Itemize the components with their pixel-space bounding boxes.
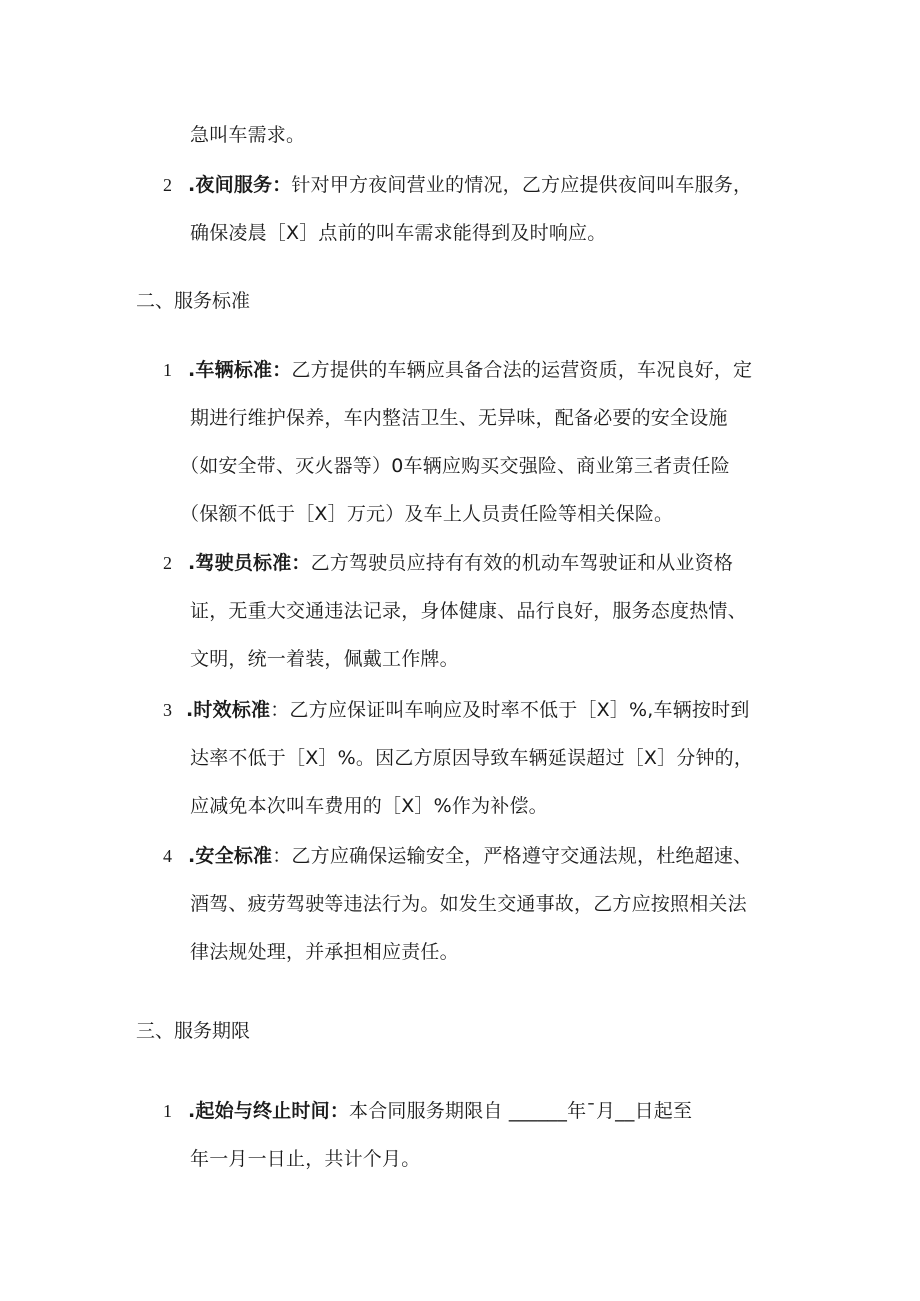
item-text: 乙方驾驶员应持有有效的机动车驾驶证和从业资格 bbox=[310, 552, 734, 574]
paragraph-line: 文明，统一着装，佩戴工作牌。 bbox=[190, 648, 459, 670]
list-item-vehicle-standard bbox=[188, 356, 752, 384]
paragraph-line: 证，无重大交通违法记录，身体健康、品行良好，服务态度热情、 bbox=[190, 600, 747, 622]
item-title: .驾驶员标准： bbox=[188, 552, 311, 574]
paragraph-line: 律法规处理，并承担相应责任。 bbox=[190, 941, 459, 963]
item-title: .起始与终止时间： bbox=[188, 1100, 350, 1122]
item-text: 乙方提供的车辆应具备合法的运营资质，车况良好，定 bbox=[291, 359, 753, 381]
item-title: .车辆标准： bbox=[188, 359, 292, 381]
item-text: 本合同服务期限自 ______年ˉ月__日起至 bbox=[349, 1100, 693, 1122]
list-item-driver-standard bbox=[188, 549, 733, 577]
item-text: ：乙方应确保运输安全，严格遵守交通法规，杜绝超速、 bbox=[272, 845, 753, 867]
paragraph-line: 确保凌晨［X］点前的叫车需求能得到及时响应。 bbox=[190, 222, 607, 244]
section-heading: 三、服务期限 bbox=[136, 1020, 251, 1042]
paragraph-line: 达率不低于［X］%。因乙方原因导致车辆延误超过［X］分钟的， bbox=[190, 747, 754, 769]
list-item-safety-standard bbox=[188, 842, 752, 870]
list-number: 3 bbox=[163, 700, 172, 720]
list-item-timeliness-standard bbox=[186, 696, 750, 724]
paragraph-line: 急叫车需求。 bbox=[190, 124, 306, 146]
list-number: 2 bbox=[163, 553, 172, 573]
item-text: ：乙方应保证叫车响应及时率不低于［X］%,车辆按时到 bbox=[270, 699, 750, 721]
item-text: 针对甲方夜间营业的情况，乙方应提供夜间叫车服务， bbox=[291, 174, 753, 196]
item-title: .安全标准 bbox=[188, 845, 273, 867]
paragraph-line: 酒驾、疲劳驾驶等违法行为。如发生交通事故，乙方应按照相关法 bbox=[190, 893, 747, 915]
item-title: .夜间服务： bbox=[188, 174, 292, 196]
list-number: 1 bbox=[163, 360, 172, 380]
paragraph-line: （保额不低于［X］万元）及车上人员责任险等相关保险。 bbox=[180, 503, 674, 525]
section-heading: 二、服务标准 bbox=[136, 290, 251, 312]
list-item-start-end-time bbox=[188, 1097, 692, 1125]
list-number: 2 bbox=[163, 175, 172, 195]
list-number: 4 bbox=[163, 846, 172, 866]
paragraph-line: 期进行维护保养，车内整洁卫生、无异味，配备必要的安全设施 bbox=[190, 407, 728, 429]
paragraph-line: 年一月一日止，共计个月。 bbox=[190, 1148, 421, 1170]
list-item-night-service bbox=[188, 171, 752, 199]
item-title: .时效标准 bbox=[186, 699, 271, 721]
paragraph-line: 应减免本次叫车费用的［X］%作为补偿。 bbox=[190, 795, 548, 817]
list-number: 1 bbox=[163, 1101, 172, 1121]
paragraph-line: （如安全带、灭火器等）0车辆应购买交强险、商业第三者责任险 bbox=[180, 455, 730, 477]
